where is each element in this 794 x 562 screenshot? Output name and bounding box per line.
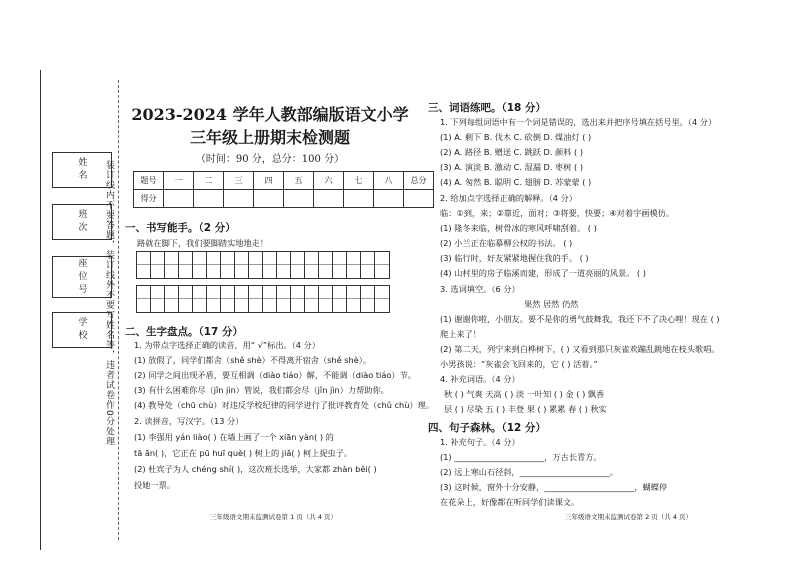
q4-1-item: (1) ______________________，万古长青方。: [440, 452, 602, 462]
page-2-footer: 三年级语文期末监测试卷第 2 页（共 4 页）: [565, 513, 693, 521]
binding-dash-line: [118, 80, 119, 540]
class-field-label: 班次: [52, 204, 112, 240]
score-header-cell: 四: [254, 172, 284, 190]
section-3-title: 三、词语练吧。（18 分）: [428, 102, 547, 114]
score-header-cell: 题号: [134, 172, 164, 190]
q3-2-definitions: 临：①到，来；②靠近，面对；③将要，快要；④对着字画模仿。: [440, 208, 675, 218]
q3-3-item: (1) 谢谢你啦，小朋友。要不是你的勇气鼓舞我，我还下不了决心哩！现在 ( ): [440, 314, 720, 324]
score-header-cell: 五: [284, 172, 314, 190]
q3-4-row: 秋 ( ) 气爽 天高 ( ) 淡 一叶知 ( ) 金 ( ) 飘香: [444, 389, 605, 399]
q3-4-row: 层 ( ) 尽染 五 ( ) 丰登 果 ( ) 累累 春 ( ) 秋实: [444, 404, 607, 414]
time-score-info: （时间：90 分，总分：100 分）: [195, 154, 345, 165]
section-2-title: 二、生字盘点。（17 分）: [125, 326, 244, 338]
q3-2-item: (4) 山村里的房子临溪而建，形成了一道亮丽的风景。 ( ): [440, 268, 646, 278]
score-table: [133, 171, 434, 208]
binding-warning-note: 装订线内不要答题，装订线外不要写姓名等，违者试卷作0分处理: [104, 160, 114, 447]
page-1-footer: 三年级语文期末监测试卷第 1 页（共 4 页）: [210, 513, 338, 521]
q3-2-item: (3) 临行时，好友紧紧地握住我的手。 ( ): [440, 253, 589, 263]
seat-field-label: 座位号: [52, 256, 112, 298]
exam-subtitle-title: 三年级上册期末检测题: [189, 128, 350, 147]
q2-1-item: (3) 有什么困难你尽（jǐn jìn）管说，我们都会尽（jǐn jìn）力帮助你。: [134, 385, 389, 395]
name-field-label: 姓名: [52, 152, 112, 188]
copy-sentence: 路就在脚下，我们要脚踏实地地走！: [137, 238, 269, 248]
q3-2-item: (2) 小兰正在临摹柳公权的书法。 ( ): [440, 238, 573, 248]
q3-1-instruction: 1. 下列每组词语中有一个词是错误的，选出来并把序号填在括号里。（4 分）: [440, 117, 717, 127]
q2-2-item: 投她一票。: [134, 480, 175, 490]
q4-1-item: 在花朵上，好像都在听同学们读课文。: [440, 497, 580, 507]
q2-1-item: (2) 同学之间出现矛盾，要互相调（diào tiáo）解，不能调（diào tiáo）节。: [134, 370, 416, 380]
q4-1-instruction: 1. 补充句子。（4 分）: [440, 437, 520, 447]
q3-1-item: (1) A. 剩下 B. 伐木 C. 砍倒 D. 煤油灯 ( ): [440, 132, 592, 142]
score-header-cell: 八: [374, 172, 404, 190]
section-1-title: 一、书写能手。（2 分）: [125, 222, 236, 234]
binding-margin: [40, 70, 101, 550]
q3-2-instruction: 2. 给加点字选择正确的解释。（4 分）: [440, 193, 577, 203]
score-cell[interactable]: [164, 190, 194, 208]
score-header-cell: 二: [194, 172, 224, 190]
q3-3-word-bank: 果然 居然 仍然: [524, 299, 579, 309]
exam-title: 2023-2024 学年人教部编版语文小学: [131, 105, 409, 124]
q2-2-instruction: 2. 读拼音，写汉字。（13 分）: [134, 416, 244, 426]
score-header-cell: 六: [314, 172, 344, 190]
score-header-cell: 七: [344, 172, 374, 190]
q2-2-item: tā ān( )，它正在 pū huī què( ) 树上的 jiǎ( ) 柯上捉虫子。: [134, 448, 353, 458]
score-header-cell: 一: [164, 172, 194, 190]
q3-1-item: (4) A. 匆然 B. 聪明 C. 翅膀 D. 苏蒙蒙 ( ): [440, 177, 592, 187]
q4-1-item: (3) 这时候，窗外十分安静，______________________，蝴蝶停: [440, 482, 668, 492]
score-cell[interactable]: [344, 190, 374, 208]
score-cell[interactable]: [224, 190, 254, 208]
q2-1-instruction: 1. 为带点字选择正确的读音，用“ √”标出。（4 分）: [134, 340, 320, 350]
writing-grid-1[interactable]: [136, 251, 390, 279]
score-cell[interactable]: [404, 190, 434, 208]
q2-2-item: (2) 杜宾子为人 chéng shí( )，这次班长选举，大家都 zhàn běi( ): [134, 464, 377, 474]
q2-1-item: (4) 教导处（chū chù）对违反学校纪律的同学进行了批评教育处（chǔ chù）理。: [134, 400, 434, 410]
q2-2-item: (1) 李强用 yán liào( ) 在墙上画了一个 xiān yàn( ) 的: [134, 432, 334, 442]
section-4-title: 四、句子森林。（12 分）: [428, 422, 547, 434]
q3-3-item: 小男孩说：“灰雀会飞回来的，它 ( ) 活着。”: [440, 359, 598, 369]
score-cell[interactable]: [374, 190, 404, 208]
q3-3-item: 爬上来了！: [440, 329, 481, 339]
q3-3-instruction: 3. 选词填空。（6 分）: [440, 284, 520, 294]
score-label-cell: 得分: [134, 190, 164, 208]
q3-3-item: (2) 第二天，列宁来到白桦树下，( ) 又看到那只灰雀欢蹦乱跳地在枝头歌唱。: [440, 344, 720, 354]
score-cell[interactable]: [194, 190, 224, 208]
q4-1-item: (2) 远上寒山石径斜，______________________。: [440, 467, 618, 477]
writing-grid-2[interactable]: [136, 285, 390, 313]
school-field-label: 学校: [52, 312, 112, 348]
score-cell[interactable]: [314, 190, 344, 208]
q3-4-instruction: 4. 补充词语。（4 分）: [440, 374, 520, 384]
score-header-cell: 三: [224, 172, 254, 190]
q3-1-item: (3) A. 演淡 B. 激动 C. 湿漏 D. 枣树 ( ): [440, 162, 584, 172]
score-header-cell: 总分: [404, 172, 434, 190]
score-cell[interactable]: [254, 190, 284, 208]
q3-2-item: (1) 隆冬来临，树骨冰的寒风呼啸刮着。 ( ): [440, 223, 597, 233]
q2-1-item: (1) 放假了，同学们都舍（shě shè）不得离开宿舍（shě shè）。: [134, 355, 372, 365]
q3-1-item: (2) A. 路径 B. 赠送 C. 跳跃 D. 颜料 ( ): [440, 147, 584, 157]
score-cell[interactable]: [284, 190, 314, 208]
